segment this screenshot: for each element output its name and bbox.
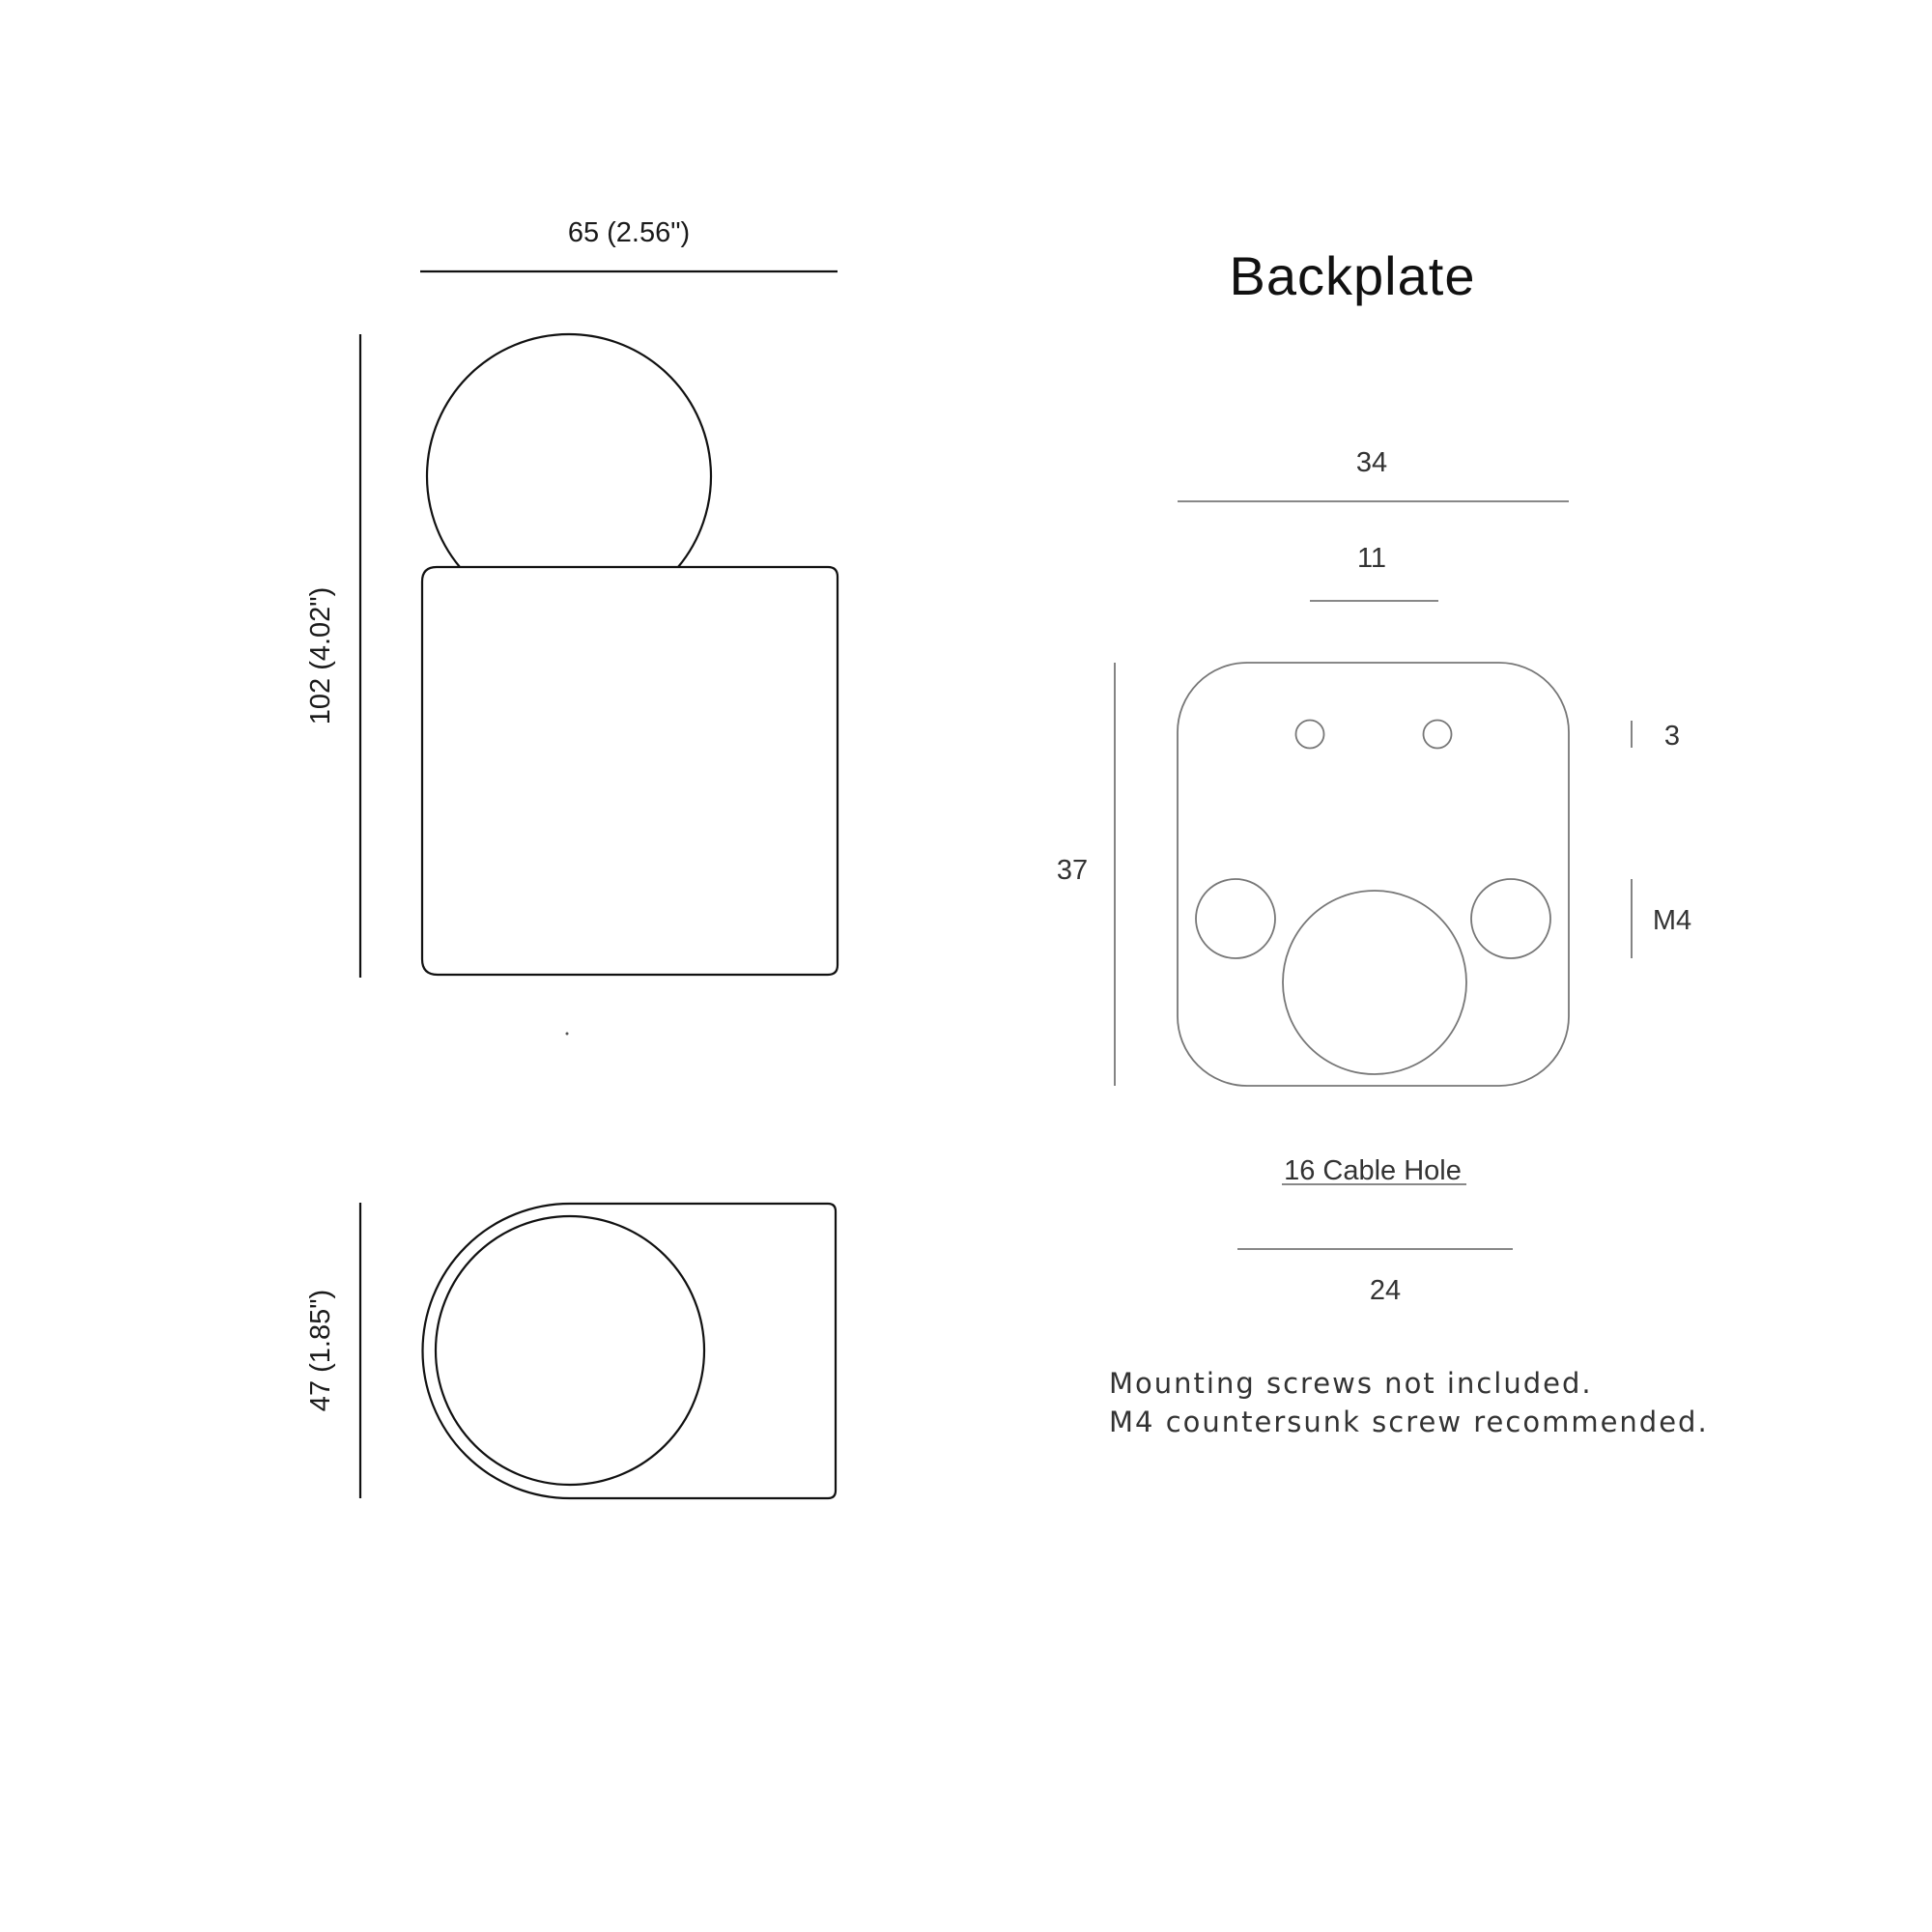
top-depth-label: 47 (1.85") xyxy=(305,1289,336,1412)
screw-hole-right xyxy=(1471,879,1550,958)
backplate-view xyxy=(1057,245,1709,1438)
cable-hole-label: 16 Cable Hole xyxy=(1284,1155,1462,1186)
backplate-height-label: 37 xyxy=(1056,855,1089,886)
small-hole-right xyxy=(1424,721,1452,749)
screw-hole-label: M4 xyxy=(1652,905,1692,936)
front-width-label: 65 (2.56") xyxy=(567,217,691,248)
top-view xyxy=(305,1203,836,1498)
mounting-note-line2: M4 countersunk screw recommended. xyxy=(1109,1406,1709,1438)
front-view xyxy=(305,217,838,1036)
screw-spacing-label: 24 xyxy=(1369,1275,1402,1306)
small-hole-label: 3 xyxy=(1663,721,1681,752)
base-block xyxy=(422,567,838,975)
small-hole-left xyxy=(1296,721,1324,749)
cable-hole xyxy=(1283,891,1466,1074)
screw-hole-left xyxy=(1196,879,1275,958)
hole-spacing-label: 11 xyxy=(1356,543,1387,574)
sphere-globe xyxy=(427,334,711,567)
top-globe-circle xyxy=(436,1216,704,1485)
backplate-width-label: 34 xyxy=(1355,447,1388,478)
center-dot xyxy=(566,1033,569,1036)
backplate-outline xyxy=(1178,663,1569,1086)
backplate-title: Backplate xyxy=(1229,245,1476,306)
mounting-note-line1: Mounting screws not included. xyxy=(1109,1367,1593,1400)
front-height-label: 102 (4.02") xyxy=(305,586,336,725)
